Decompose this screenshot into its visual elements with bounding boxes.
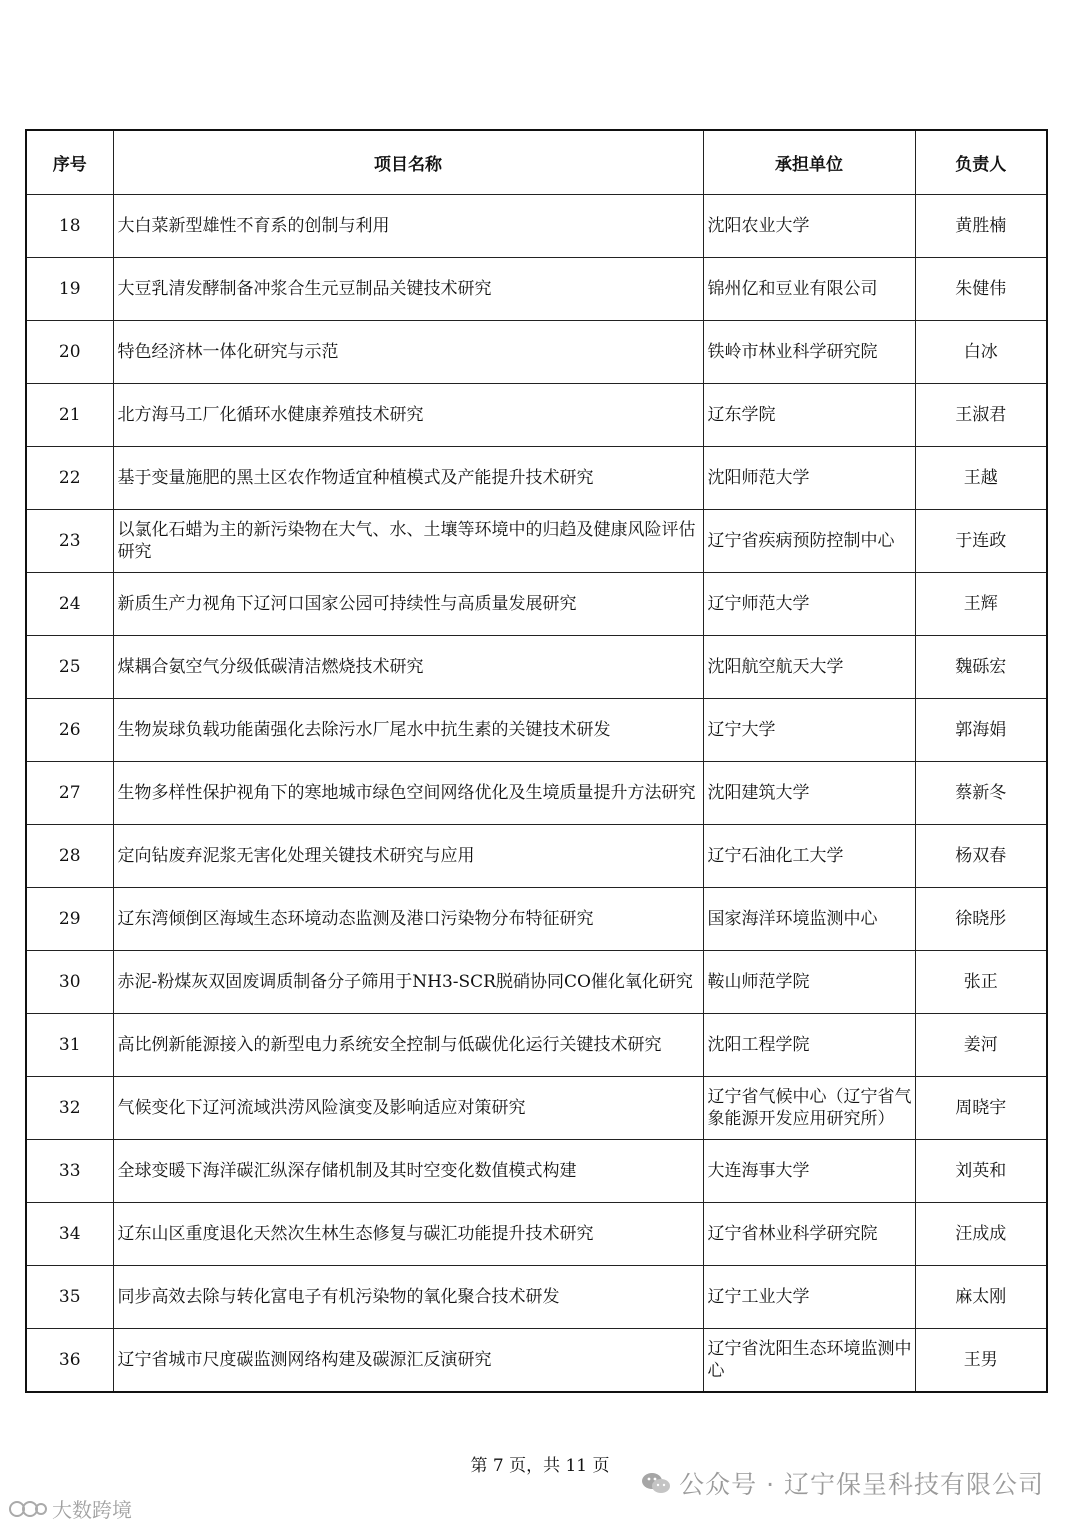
watermark-left — [8, 1494, 132, 1523]
row-number: 20 — [26, 321, 113, 384]
header-no: 序号 — [26, 130, 113, 195]
row-project-name: 高比例新能源接入的新型电力系统安全控制与低碳优化运行关键技术研究 — [113, 1014, 703, 1077]
row-project-name: 辽东湾倾倒区海域生态环境动态监测及港口污染物分布特征研究 — [113, 888, 703, 951]
watermark-right-text: 公众号 · 辽宁保呈科技有限公司 — [679, 1470, 1044, 1499]
row-leader: 白冰 — [915, 321, 1047, 384]
table-row — [26, 1203, 1047, 1266]
table-row — [26, 1140, 1047, 1203]
table-row — [26, 447, 1047, 510]
table-row — [26, 573, 1047, 636]
page-footer: 第 7 页，共 11 页 — [470, 1456, 610, 1476]
row-project-name: 全球变暖下海洋碳汇纵深存储机制及其时空变化数值模式构建 — [113, 1140, 703, 1203]
table-row — [26, 1077, 1047, 1140]
row-number: 31 — [26, 1014, 113, 1077]
row-project-name: 基于变量施肥的黑土区农作物适宜种植模式及产能提升技术研究 — [113, 447, 703, 510]
table-row — [26, 258, 1047, 321]
row-project-name: 赤泥-粉煤灰双固废调质制备分子筛用于NH3-SCR脱硝协同CO催化氧化研究 — [113, 951, 703, 1014]
row-leader: 郭海娟 — [915, 699, 1047, 762]
row-number: 19 — [26, 258, 113, 321]
row-number: 24 — [26, 573, 113, 636]
row-number: 26 — [26, 699, 113, 762]
table-row — [26, 699, 1047, 762]
row-leader: 杨双春 — [915, 825, 1047, 888]
row-unit: 沈阳工程学院 — [703, 1014, 915, 1077]
row-project-name: 煤耦合氨空气分级低碳清洁燃烧技术研究 — [113, 636, 703, 699]
table-row — [26, 636, 1047, 699]
row-number: 23 — [26, 510, 113, 573]
table-row — [26, 888, 1047, 951]
watermark-left-text: 大数跨境 — [52, 1498, 132, 1522]
row-project-name: 气候变化下辽河流域洪涝风险演变及影响适应对策研究 — [113, 1077, 703, 1140]
row-leader: 周晓宇 — [915, 1077, 1047, 1140]
row-number: 21 — [26, 384, 113, 447]
row-project-name: 大豆乳清发酵制备冲浆合生元豆制品关键技术研究 — [113, 258, 703, 321]
row-leader: 张正 — [915, 951, 1047, 1014]
row-number: 36 — [26, 1329, 113, 1393]
row-leader: 魏砾宏 — [915, 636, 1047, 699]
row-leader: 汪成成 — [915, 1203, 1047, 1266]
row-unit: 沈阳建筑大学 — [703, 762, 915, 825]
table-row — [26, 195, 1047, 258]
watermark-right — [641, 1465, 1044, 1501]
row-unit: 国家海洋环境监测中心 — [703, 888, 915, 951]
row-leader: 麻太刚 — [915, 1266, 1047, 1329]
table-row — [26, 321, 1047, 384]
row-project-name: 生物多样性保护视角下的寒地城市绿色空间网络优化及生境质量提升方法研究 — [113, 762, 703, 825]
row-unit: 沈阳航空航天大学 — [703, 636, 915, 699]
row-project-name: 大白菜新型雄性不育系的创制与利用 — [113, 195, 703, 258]
row-unit: 辽宁石油化工大学 — [703, 825, 915, 888]
row-number: 30 — [26, 951, 113, 1014]
row-project-name: 辽宁省城市尺度碳监测网络构建及碳源汇反演研究 — [113, 1329, 703, 1393]
row-project-name: 新质生产力视角下辽河口国家公园可持续性与高质量发展研究 — [113, 573, 703, 636]
row-leader: 王淑君 — [915, 384, 1047, 447]
table-row — [26, 1014, 1047, 1077]
row-project-name: 以氯化石蜡为主的新污染物在大气、水、土壤等环境中的归趋及健康风险评估研究 — [113, 510, 703, 573]
row-leader: 王男 — [915, 1329, 1047, 1393]
row-number: 35 — [26, 1266, 113, 1329]
row-leader: 姜河 — [915, 1014, 1047, 1077]
header-unit: 承担单位 — [703, 130, 915, 195]
row-project-name: 定向钻废弃泥浆无害化处理关键技术研究与应用 — [113, 825, 703, 888]
table-header-row — [26, 130, 1047, 195]
table-row — [26, 951, 1047, 1014]
row-number: 22 — [26, 447, 113, 510]
table-row — [26, 825, 1047, 888]
wechat-icon — [641, 1471, 671, 1495]
row-project-name: 北方海马工厂化循环水健康养殖技术研究 — [113, 384, 703, 447]
table-row — [26, 762, 1047, 825]
row-leader: 王越 — [915, 447, 1047, 510]
table-row — [26, 384, 1047, 447]
row-leader: 王辉 — [915, 573, 1047, 636]
row-leader: 徐晓彤 — [915, 888, 1047, 951]
row-leader: 蔡新冬 — [915, 762, 1047, 825]
row-leader: 黄胜楠 — [915, 195, 1047, 258]
row-unit: 锦州亿和豆业有限公司 — [703, 258, 915, 321]
row-unit: 辽宁省疾病预防控制中心 — [703, 510, 915, 573]
row-number: 18 — [26, 195, 113, 258]
header-project-name: 项目名称 — [113, 130, 703, 195]
table-row — [26, 1329, 1047, 1393]
row-number: 27 — [26, 762, 113, 825]
table-row — [26, 1266, 1047, 1329]
header-leader: 负责人 — [915, 130, 1047, 195]
row-project-name: 特色经济林一体化研究与示范 — [113, 321, 703, 384]
row-number: 34 — [26, 1203, 113, 1266]
project-table — [25, 129, 1048, 1393]
table-row — [26, 510, 1047, 573]
row-unit: 辽东学院 — [703, 384, 915, 447]
brand-logo-icon — [8, 1498, 48, 1520]
row-unit: 辽宁省气候中心（辽宁省气象能源开发应用研究所） — [703, 1077, 915, 1140]
row-number: 32 — [26, 1077, 113, 1140]
row-project-name: 辽东山区重度退化天然次生林生态修复与碳汇功能提升技术研究 — [113, 1203, 703, 1266]
row-unit: 辽宁工业大学 — [703, 1266, 915, 1329]
row-unit: 铁岭市林业科学研究院 — [703, 321, 915, 384]
row-number: 29 — [26, 888, 113, 951]
row-unit: 辽宁师范大学 — [703, 573, 915, 636]
row-unit: 鞍山师范学院 — [703, 951, 915, 1014]
row-number: 25 — [26, 636, 113, 699]
row-unit: 辽宁省沈阳生态环境监测中心 — [703, 1329, 915, 1393]
row-number: 28 — [26, 825, 113, 888]
row-leader: 刘英和 — [915, 1140, 1047, 1203]
row-number: 33 — [26, 1140, 113, 1203]
row-unit: 大连海事大学 — [703, 1140, 915, 1203]
row-leader: 朱健伟 — [915, 258, 1047, 321]
row-unit: 辽宁省林业科学研究院 — [703, 1203, 915, 1266]
row-project-name: 同步高效去除与转化富电子有机污染物的氧化聚合技术研发 — [113, 1266, 703, 1329]
row-unit: 沈阳农业大学 — [703, 195, 915, 258]
row-unit: 沈阳师范大学 — [703, 447, 915, 510]
row-project-name: 生物炭球负载功能菌强化去除污水厂尾水中抗生素的关键技术研发 — [113, 699, 703, 762]
row-leader: 于连政 — [915, 510, 1047, 573]
row-unit: 辽宁大学 — [703, 699, 915, 762]
